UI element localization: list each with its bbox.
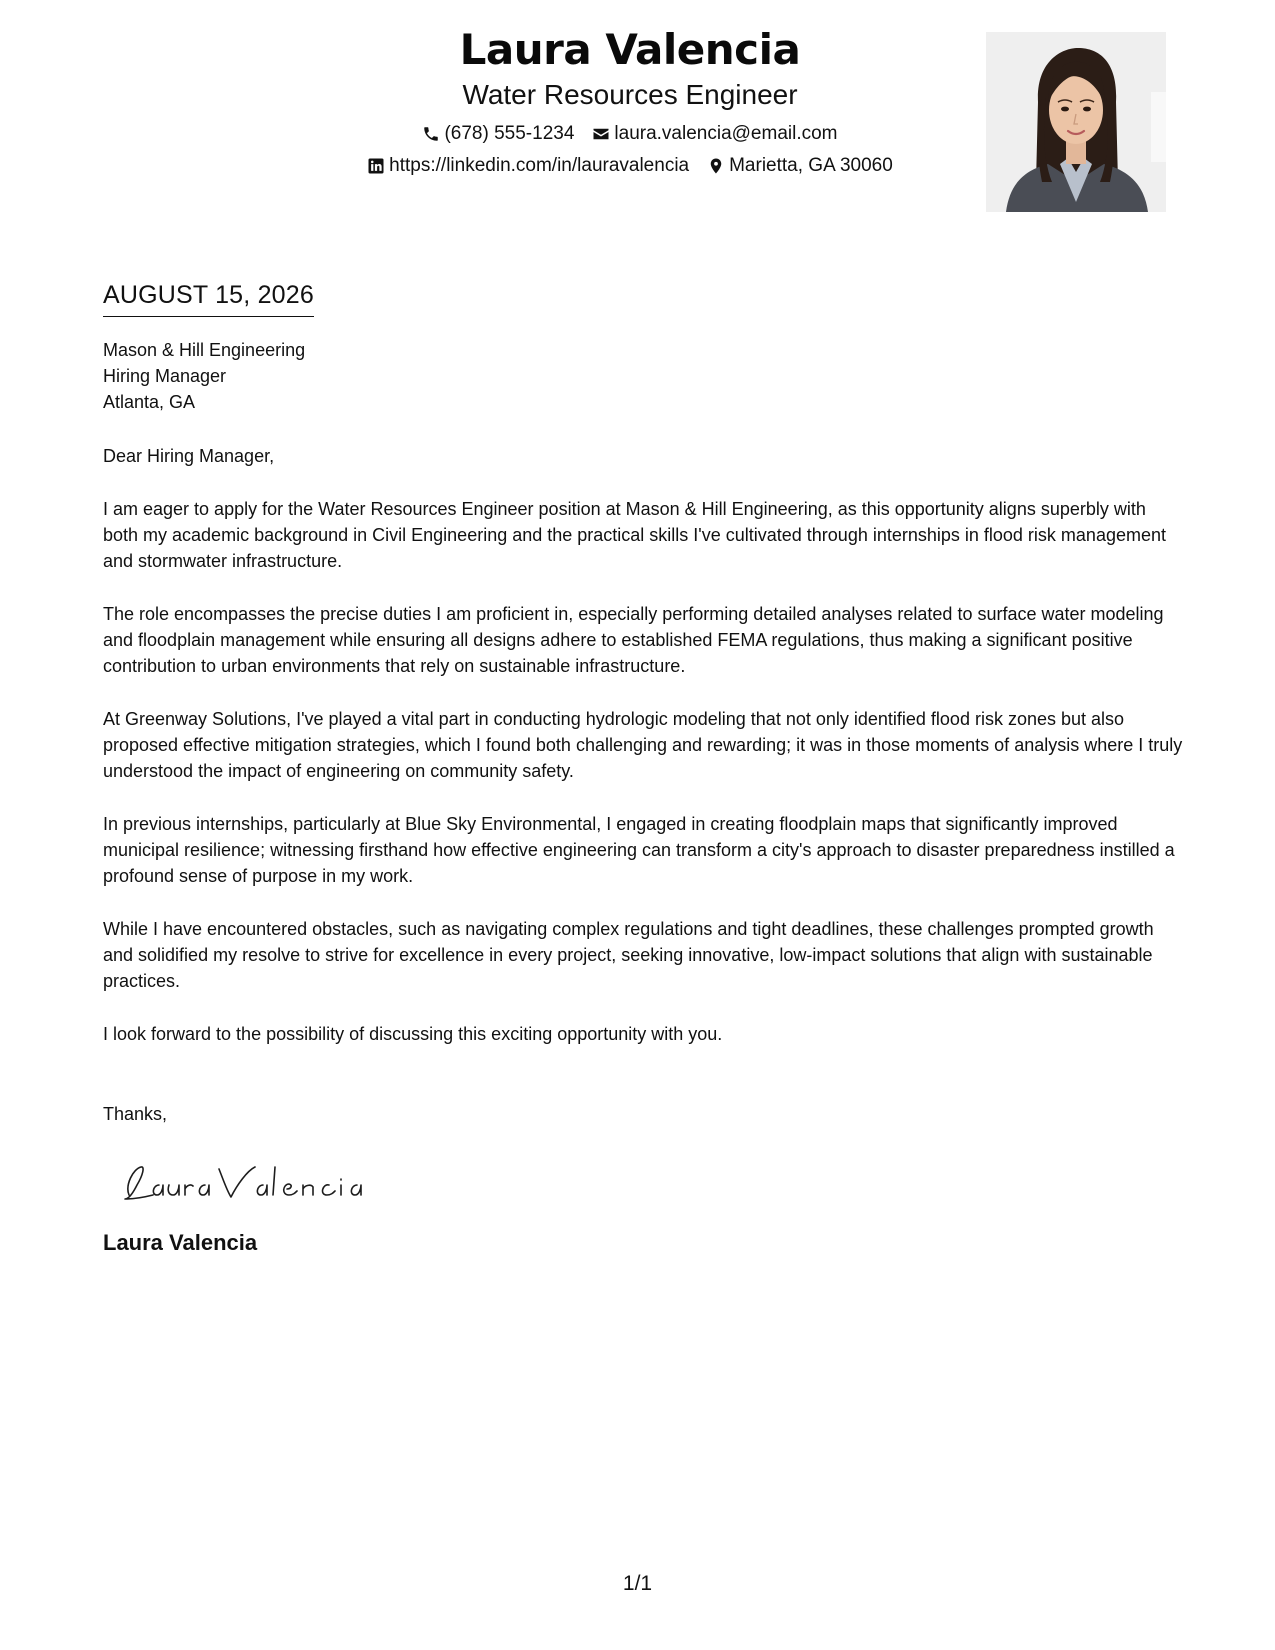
linkedin-icon (367, 157, 385, 175)
paragraph-4: In previous internships, particularly at Blue Sky Environmental, I engaged in creating floodplain maps that significantly improved municipal resilience; witnessing firsthand how effective engineering can transform a city's approach to disaster preparedness instilled a profound sense of purpose in my work. (103, 814, 1175, 886)
location-text: Marietta, GA 30060 (729, 155, 893, 176)
linkedin-text: https://linkedin.com/in/lauravalencia (389, 155, 690, 176)
paragraph-1: I am eager to apply for the Water Resources Engineer position at Mason & Hill Engineering, as this opportunity aligns superbly with both my academic background in Civil Engineering and the practical skills I've cultivated through internships in flood risk management and stormwater infrastructure. (103, 499, 1166, 571)
paragraph-3: At Greenway Solutions, I've played a vital part in conducting hydrologic modeling that not only identified flood risk zones but also proposed effective mitigation strategies, which I found both challenging and rewarding; it was in those moments of analysis where I truly understood the impact of engineering on community safety. (103, 709, 1183, 781)
applicant-name: Laura Valencia (459, 25, 801, 74)
letter-body (103, 276, 1183, 1257)
paragraph-2: The role encompasses the precise duties I am proficient in, especially performing detailed analyses related to surface water modeling and floodplain management while ensuring all designs adhere to established FEMA regulations, thus making a significant positive contribution to urban environments that rely on sustainable infrastructure. (103, 604, 1164, 676)
recipient-role: Hiring Manager (103, 366, 227, 386)
applicant-title: Water Resources Engineer (462, 79, 798, 110)
page-number: 1/1 (622, 1572, 653, 1595)
handwritten-signature (115, 1155, 375, 1209)
recipient-block (103, 337, 1183, 415)
contact-linkedin (367, 154, 689, 178)
closing: Thanks, (103, 1104, 168, 1124)
envelope-icon (592, 125, 610, 143)
salutation: Dear Hiring Manager, (103, 446, 275, 466)
signed-name: Laura Valencia (103, 1230, 258, 1255)
map-pin-icon (707, 157, 725, 175)
phone-icon (422, 125, 440, 143)
contact-row-2 (280, 154, 980, 178)
contact-email (592, 122, 837, 146)
contact-phone (422, 122, 574, 146)
profile-photo (986, 32, 1166, 212)
letter-header (280, 22, 980, 178)
letter-date: AUGUST 15, 2026 (103, 276, 314, 317)
recipient-company: Mason & Hill Engineering (103, 340, 306, 360)
paragraph-6: I look forward to the possibility of discussing this exciting opportunity with you. (103, 1024, 723, 1044)
email-text: laura.valencia@email.com (614, 123, 838, 144)
contact-location (707, 154, 893, 178)
contact-row-1 (280, 122, 980, 146)
recipient-location: Atlanta, GA (103, 392, 196, 412)
phone-text: (678) 555-1234 (444, 123, 575, 144)
paragraph-5: While I have encountered obstacles, such as navigating complex regulations and tight deadlines, these challenges prompted growth and solidified my resolve to strive for excellence in every project, seeking innovative, low-impact solutions that align with sustainable practices. (103, 919, 1154, 991)
